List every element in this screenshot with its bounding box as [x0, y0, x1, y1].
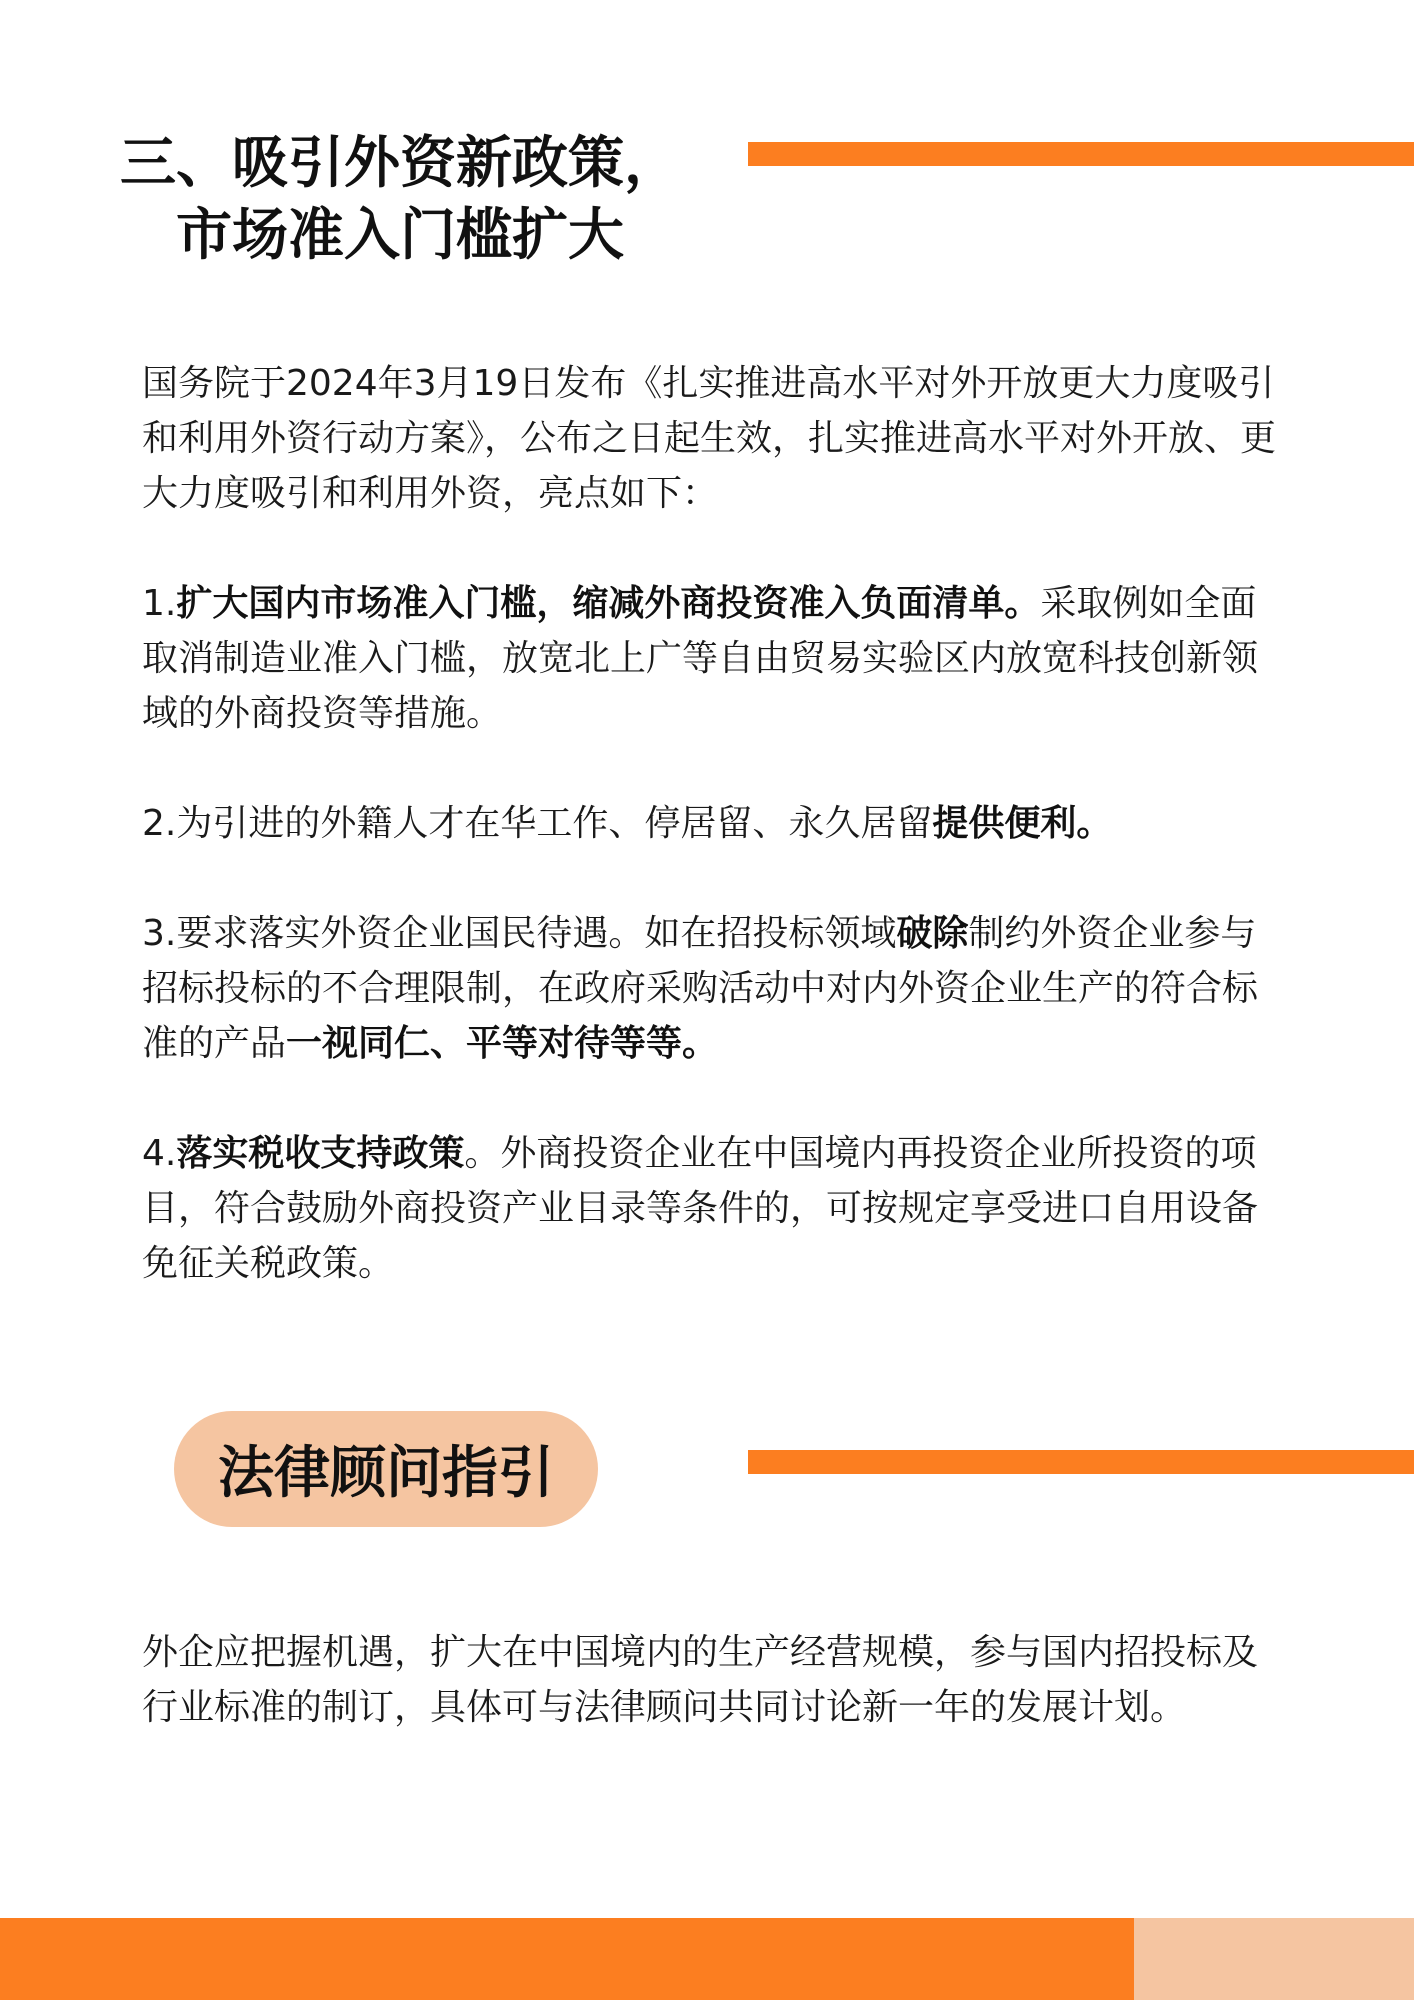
advisor-paragraph: 外企应把握机遇，扩大在中国境内的生产经营规模，参与国内招投标及行业标准的制订，具体可与法律顾问共同讨论新一年的发展计划。: [142, 1632, 1259, 1728]
point-3: [142, 906, 1290, 1071]
intro-paragraph: 国务院于2024年3月19日发布《扎实推进高水平对外开放更大力度吸引和利用外资行动方案》，公布之日起生效，扎实推进高水平对外开放、更大力度吸引和利用外资，亮点如下：: [142, 363, 1277, 514]
advisor-body: [142, 1625, 1290, 1735]
point-4: [142, 1126, 1290, 1291]
point-4-highlight: 落实税收支持政策: [176, 1133, 465, 1174]
point-1-detail: 采取例如全面取消制造业准入门槛，放宽北上广等自由贸易实验区内放宽科技创新领域的外商投资等措施。: [142, 583, 1259, 734]
footer-orange-block: [0, 1918, 1134, 2000]
title-accent-bar: [748, 142, 1414, 166]
section-title-line-1: 三、吸引外资新政策，: [120, 131, 680, 196]
section-title: [120, 128, 680, 272]
advisor-heading-pill: [174, 1411, 598, 1527]
advisor-accent-bar: [748, 1450, 1414, 1474]
point-3-highlight: 破除: [896, 913, 969, 954]
point-2-highlight: 提供便利。: [932, 803, 1113, 844]
footer-peach-block: [1134, 1918, 1414, 2000]
footer-band: [0, 1918, 1414, 2000]
point-4-number: 4.: [142, 1133, 177, 1174]
point-2: [142, 796, 1290, 851]
point-2-text: 2.为引进的外籍人才在华工作、停居留、永久居留: [142, 803, 933, 844]
section-title-line-2: 市场准入门槛扩大: [176, 203, 624, 268]
point-3-highlight-2: 一视同仁、平等对待等等。: [286, 1023, 719, 1064]
point-4-detail: 。外商投资企业在中国境内再投资企业所投资的项目，符合鼓励外商投资产业目录等条件的，可按规定享受进口自用设备免征关税政策。: [142, 1133, 1259, 1284]
point-3-detail: 制约外资企业参与招标投标的不合理限制，在政府采购活动中对内外资企业生产的符合标准的产品: [142, 913, 1259, 1064]
advisor-heading: 法律顾问指引: [218, 1441, 554, 1506]
point-1: [142, 576, 1290, 741]
point-3-text: 3.要求落实外资企业国民待遇。如在招投标领域: [142, 913, 897, 954]
point-1-number: 1.: [142, 583, 177, 624]
point-1-highlight: 扩大国内市场准入门槛，缩减外商投资准入负面清单。: [176, 583, 1041, 624]
policy-body: [142, 356, 1290, 1291]
